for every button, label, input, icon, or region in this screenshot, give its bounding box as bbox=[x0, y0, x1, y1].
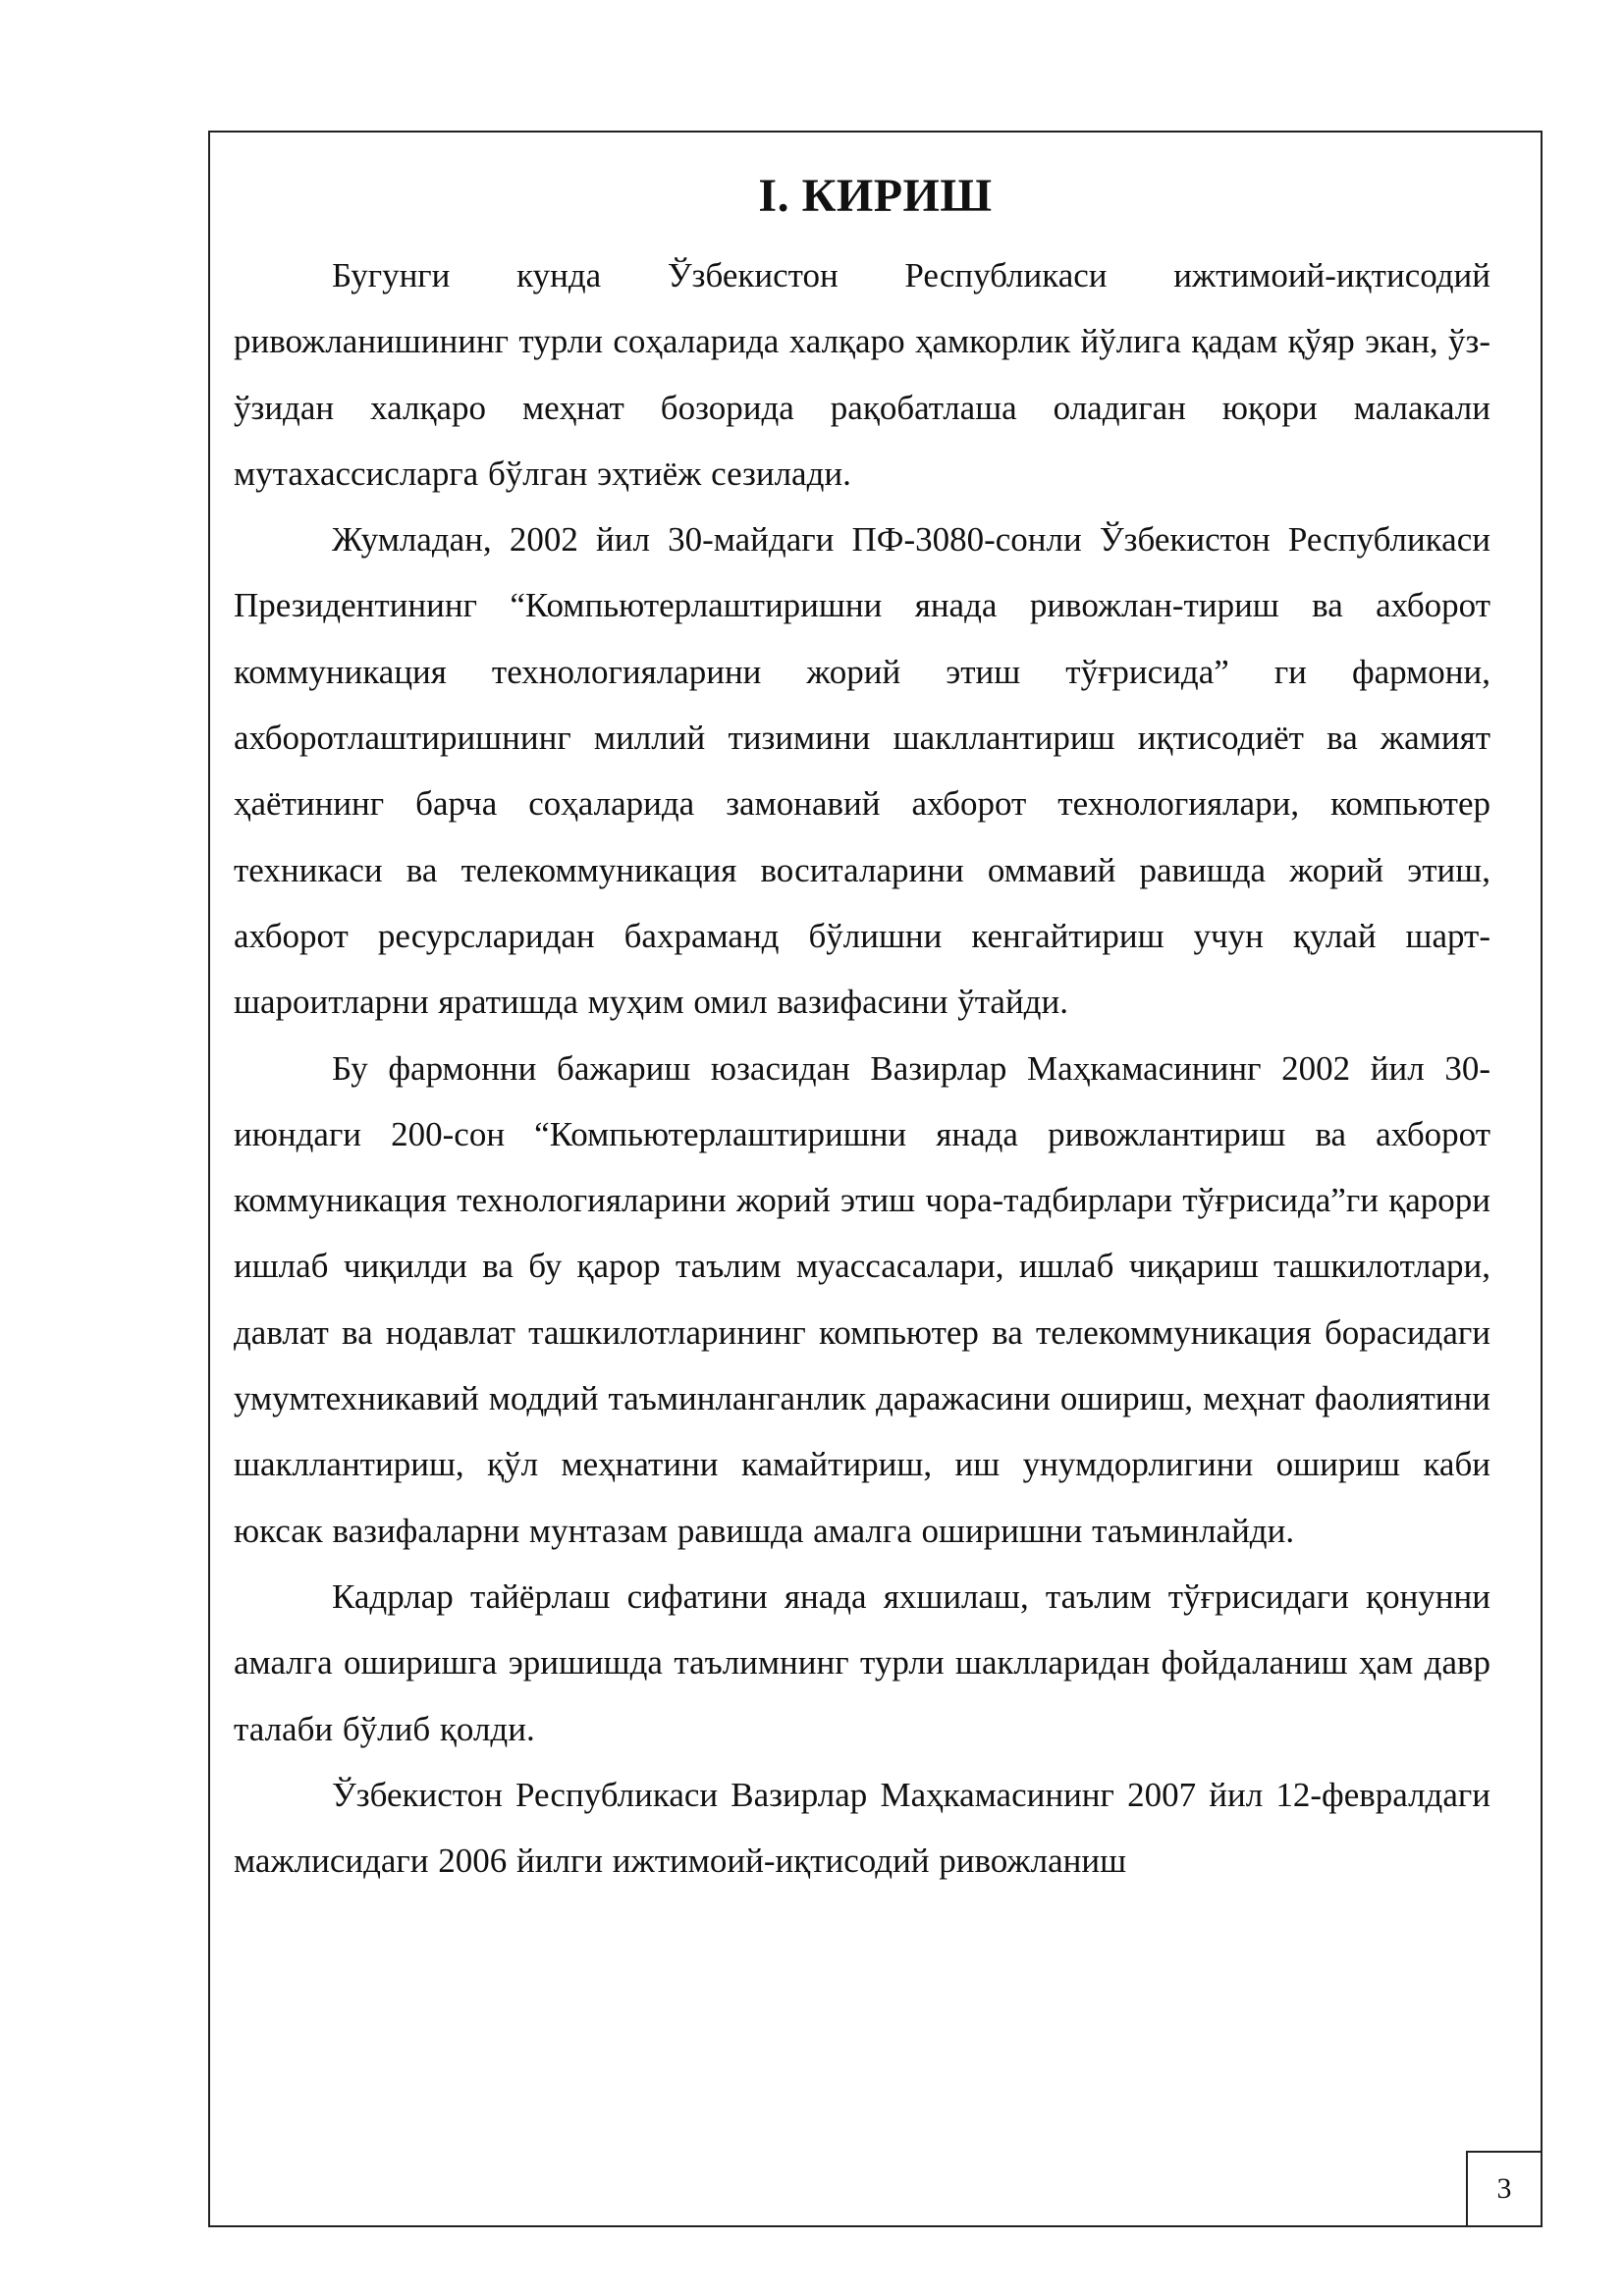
paragraph-2: Жумладан, 2002 йил 30-майдаги ПФ-3080-сонли Ўзбекистон Республикаси Президентининг “Компьютерлаштиришни янада ривожлан-тириш ва ахборот коммуникация технологияларини жорий этиш тўғрисида” ги фармони, ахборотлаштиришнинг миллий тизимини шакллантириш иқтисодиёт ва жамият ҳаётининг барча соҳаларида замонавий ахборот технологиялари, компьютер техникаси ва телекоммуникация воситаларини оммавий равишда жорий этиш, ахборот ресурсларидан бахраманд бўлишни кенгайтириш учун қулай шарт-шароитларни яратишда муҳим омил вазифасини ўтайди. bbox=[234, 520, 1490, 1022]
body-text bbox=[234, 242, 1490, 1894]
paragraph-4: Кадрлар тайёрлаш сифатини янада яхшилаш, таълим тўғрисидаги қонунни амалга оширишга эришишда таълимнинг турли шаклларидан фойдаланиш ҳам давр талаби бўлиб қолди. bbox=[234, 1576, 1490, 1748]
paragraph-5: Ўзбекистон Республикаси Вазирлар Маҳкамасининг 2007 йил 12-февралдаги мажлисидаги 2006 йилги ижтимоий-иқтисодий ривожланиш bbox=[234, 1775, 1490, 1881]
page-frame bbox=[208, 131, 1543, 2227]
page-title: I. КИРИШ bbox=[758, 170, 993, 222]
page-number: 3 bbox=[1496, 2172, 1512, 2205]
paragraph-1: Бугунги кунда Ўзбекистон Республикаси ижтимоий-иқтисодий ривожланишининг турли соҳаларида халқаро ҳамкорлик йўлига қадам қўяр экан, ўз-ўзидан халқаро меҳнат бозорида рақобатлаша оладиган юқори малакали мутахассисларга бўлган эҳтиёж сезилади. bbox=[234, 256, 1490, 493]
page-number-box bbox=[1466, 2151, 1543, 2227]
paragraph-3: Бу фармонни бажариш юзасидан Вазирлар Маҳкамасининг 2002 йил 30-июндаги 200-сон “Компьютерлаштиришни янада ривожлантириш ва ахборот коммуникация технологияларини жорий этиш чора-тадбирлари тўғрисида”ги қарори ишлаб чиқилди ва бу қарор таълим муассасалари, ишлаб чиқариш ташкилотлари, давлат ва нодавлат ташкилотларининг компьютер ва телекоммуникация борасидаги умумтехникавий моддий таъминланганлик даражасини ошириш, меҳнат фаолиятини шакллантириш, қўл меҳнатини камайтириш, иш унумдорлигини ошириш каби юксак вазифаларни мунтазам равишда амалга оширишни таъминлайди. bbox=[234, 1048, 1490, 1550]
